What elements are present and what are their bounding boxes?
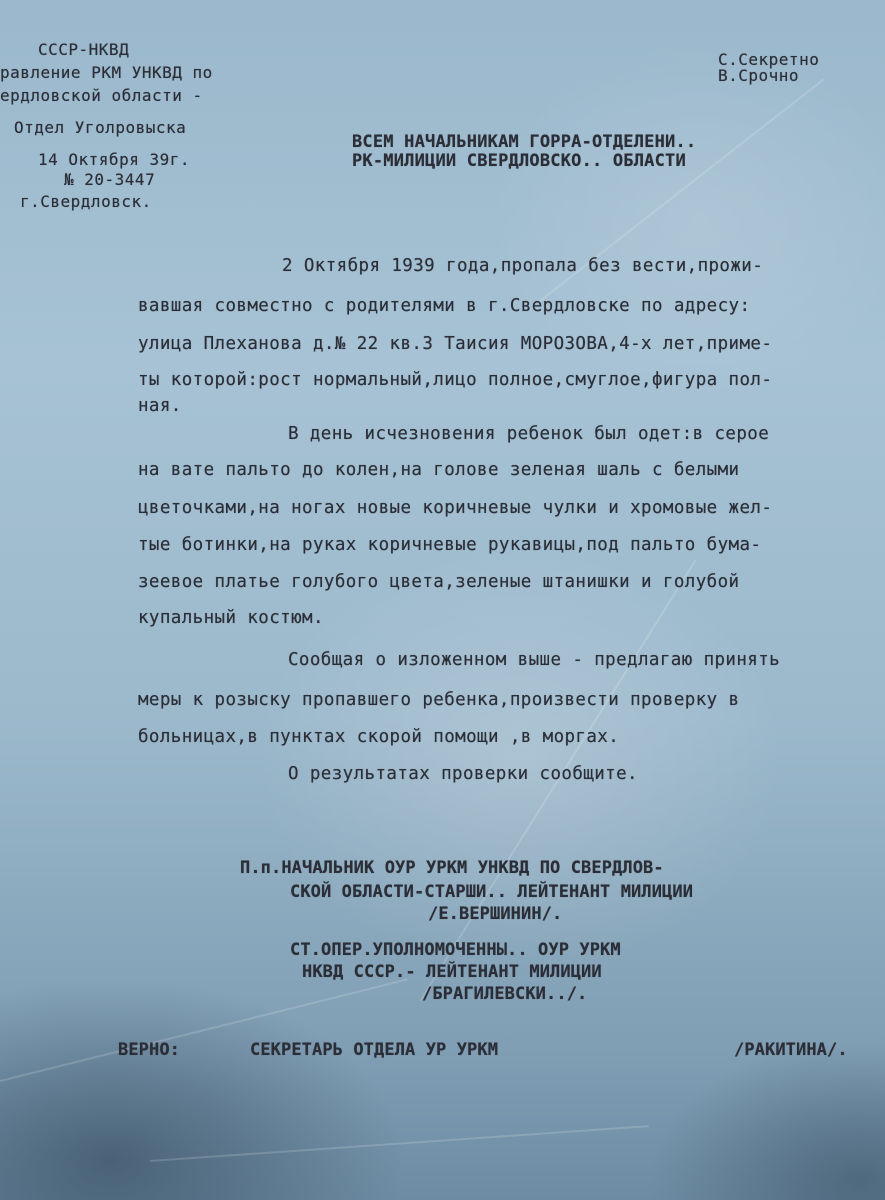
body-line: ная. — [138, 396, 182, 416]
body-line: улица Плеханова д.№ 22 кв.3 Таисия МОРОЗОВА,4-х лет,приме- — [138, 334, 773, 354]
body-line: меры к розыску пропавшего ребенка,произвести проверку в — [138, 690, 740, 710]
verified-name: /РАКИТИНА/. — [734, 1040, 848, 1060]
header-city: г.Свердловск. — [20, 192, 152, 211]
header-org: СССР-НКВД — [38, 40, 130, 59]
body-line: вавшая совместно с родителями в г.Свердловске по адресу: — [138, 296, 751, 316]
body-line: цветочками,на ногах новые коричневые чулки и хромовые жел- — [138, 498, 773, 518]
signature-2-name: /БРАГИЛЕВСКИ../. — [422, 984, 588, 1004]
addressee-line-1: ВСЕМ НАЧАЛЬНИКАМ ГОРРА-ОТДЕЛЕНИ.. — [352, 132, 697, 152]
secrecy-stamp: С.Секретно — [718, 50, 820, 69]
header-region: ердловской области - — [0, 86, 203, 105]
body-line: 2 Октября 1939 года,пропала без вести,прожи- — [282, 256, 764, 276]
body-line: на вате пальто до колен,на голове зеленая шаль с белыми — [138, 460, 740, 480]
paper-crease — [0, 978, 408, 1082]
signature-1-rank: СКОЙ ОБЛАСТИ-СТАРШИ.. ЛЕЙТЕНАНТ МИЛИЦИИ — [290, 882, 694, 902]
body-line: больницах,в пунктах скорой помощи ,в моргах. — [138, 727, 620, 747]
body-line: тые ботинки,на руках коричневые рукавицы,под пальто бума- — [138, 535, 762, 555]
signature-1-title: П.п.НАЧАЛЬНИК ОУР УРКМ УНКВД ПО СВЕРДЛОВ- — [240, 858, 664, 878]
header-number: № 20-3447 — [64, 170, 156, 189]
header-date: 14 Октября 39г. — [38, 150, 190, 169]
urgency-stamp: В.Срочно — [718, 66, 800, 85]
signature-2-rank: НКВД СССР.- ЛЕЙТЕНАНТ МИЛИЦИИ — [302, 962, 602, 982]
body-line: О результатах проверки сообщите. — [288, 764, 638, 784]
signature-1-name: /Е.ВЕРШИНИН/. — [428, 904, 563, 924]
addressee-line-2: РК-МИЛИЦИИ СВЕРДЛОВСКО.. ОБЛАСТИ — [352, 151, 686, 171]
header-department: равление РКМ УНКВД по — [0, 63, 213, 82]
paper-crease — [150, 1125, 649, 1162]
body-line: зеевое платье голубого цвета,зеленые штанишки и голубой — [138, 572, 740, 592]
signature-2-title: СТ.ОПЕР.УПОЛНОМОЧЕННЫ.. ОУР УРКМ — [290, 940, 621, 960]
body-line: Сообщая о изложенном выше - предлагаю принять — [288, 650, 781, 670]
body-line: ты которой:рост нормальный,лицо полное,смуглое,фигура пол- — [138, 370, 773, 390]
body-line: купальный костюм. — [138, 608, 324, 628]
verified-label: ВЕРНО: — [118, 1040, 181, 1060]
header-division: Отдел Уголровыска — [14, 118, 187, 137]
verified-title: СЕКРЕТАРЬ ОТДЕЛА УР УРКМ — [250, 1040, 499, 1060]
body-line: В день исчезновения ребенок был одет:в серое — [288, 424, 770, 444]
